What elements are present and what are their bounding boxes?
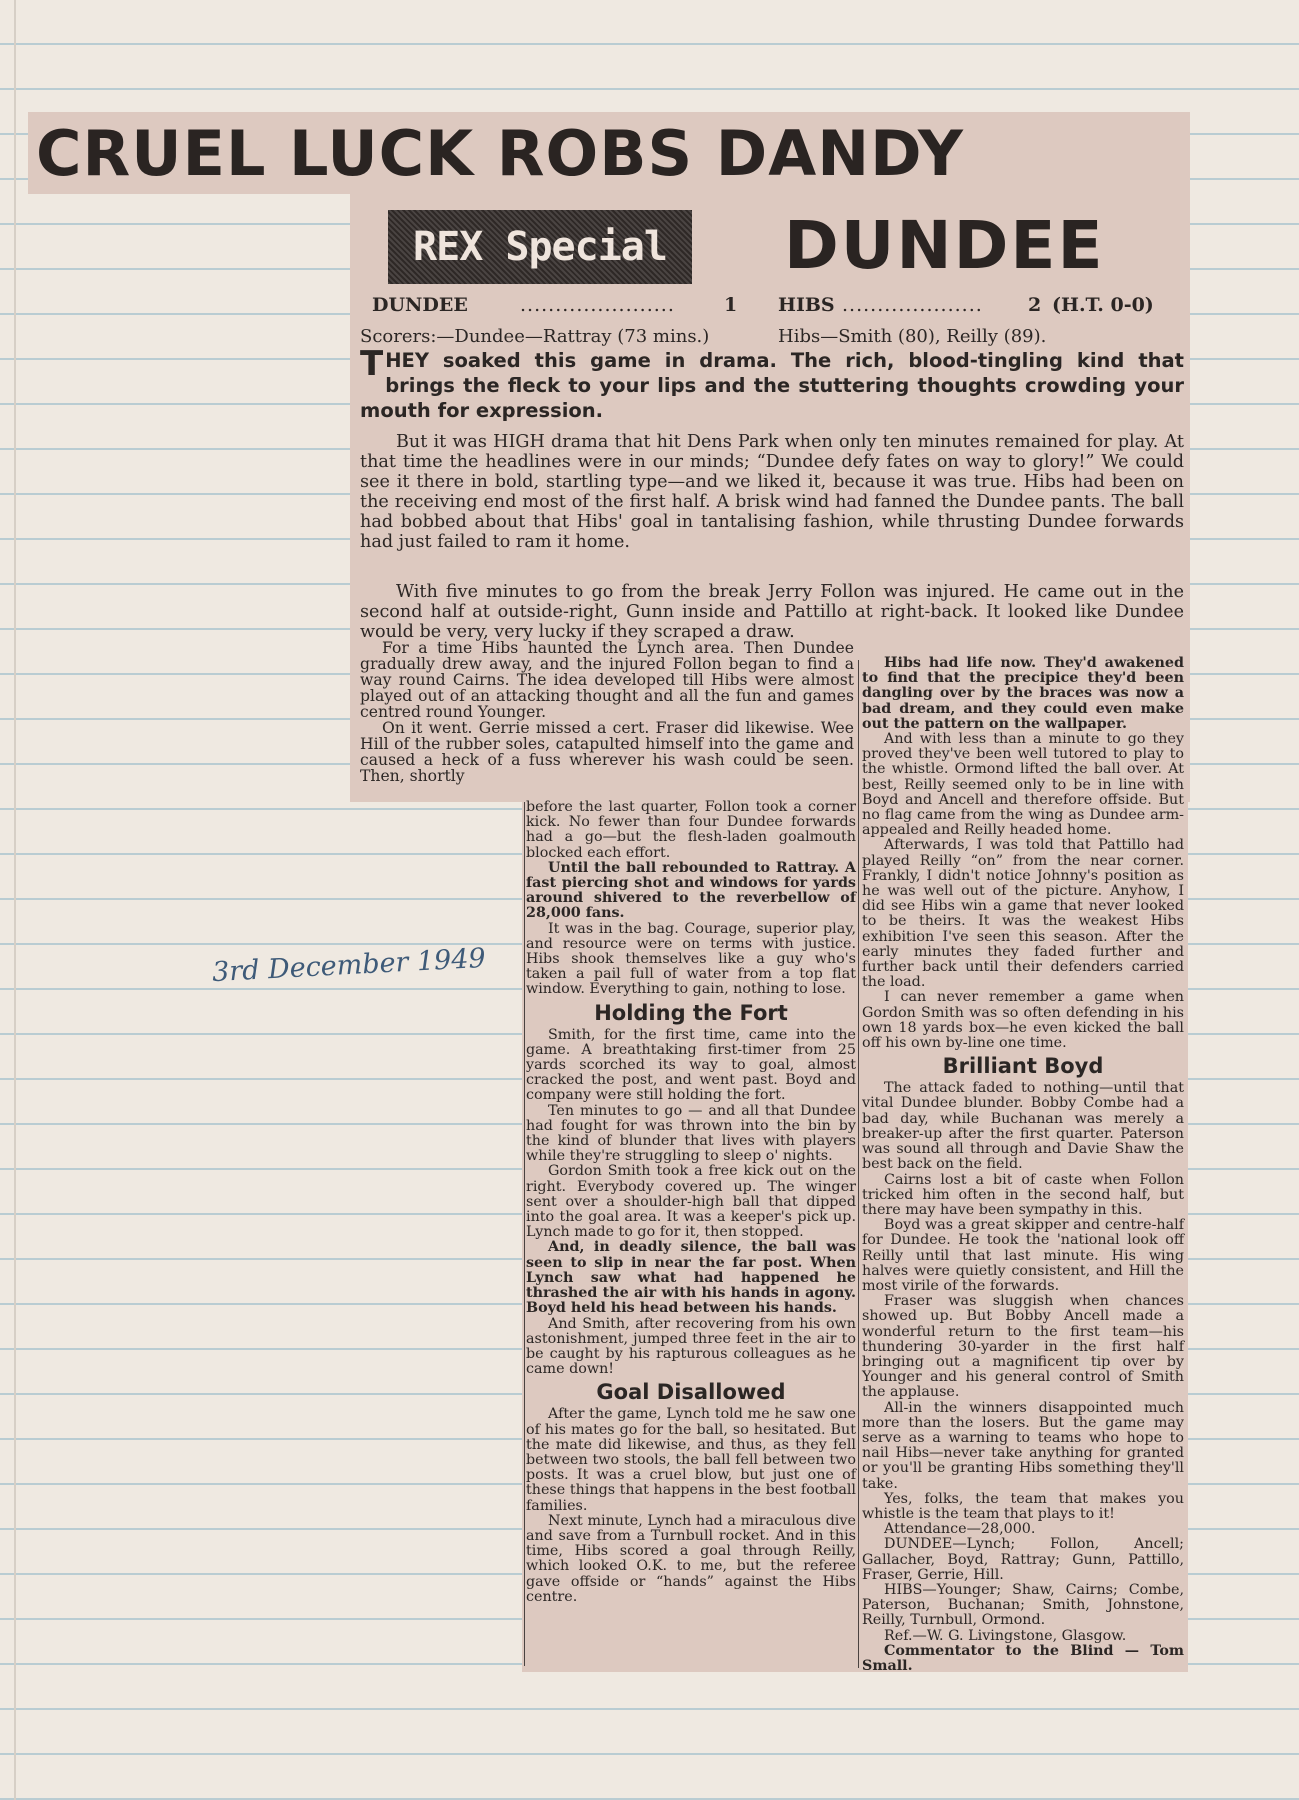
mid-paragraph-4: Smith, for the first time, came into the game. A breathtaking first-timer from 25 yards scorched its way to goal, almost cracked the post, and went past. Boyd and company were still holding the fort.	[526, 1026, 856, 1104]
left-paragraph-2: On it went. Gerrie missed a cert. Fraser did likewise. Wee Hill of the rubber soles, catapulted himself into the game and caused a heck of a fuss wherever his wash could be seen. Then, shortly	[360, 719, 854, 785]
right-paragraph-6: Cairns lost a bit of caste when Follon tricked him often in the second half, but there may have been sympathy in this.	[862, 1171, 1184, 1218]
score-half-time: (H.T. 0-0)	[1052, 294, 1154, 316]
column-left-top	[360, 640, 854, 784]
score-away-dots: ....................	[842, 294, 983, 316]
score-away-team: HIBS	[778, 294, 835, 316]
column-rule-right	[858, 660, 859, 1668]
column-middle	[526, 800, 856, 1605]
rex-special-badge: REX Special	[388, 210, 692, 284]
subhead-holding-the-fort: Holding the Fort	[594, 1000, 788, 1025]
right-paragraph-4: I can never remember a game when Gordon Smith was so often defending in his own 18 yards box—he even kicked the ball off his own by-line one time.	[862, 989, 1184, 1052]
right-paragraph-9: All-in the winners disappointed much more than the losers. But the game may serve as a warning to teams who hope to nail Hibs—never take anything for granted or you'll be granting Hibs something they'll take.	[862, 1399, 1184, 1492]
score-home-goals: 1	[724, 294, 738, 316]
column-right	[862, 656, 1184, 1674]
subhead-goal-disallowed: Goal Disallowed	[596, 1380, 786, 1405]
right-commentator: Commentator to the Blind — Tom Small.	[862, 1642, 1184, 1674]
headline: CRUEL LUCK ROBS DANDY	[36, 117, 964, 190]
right-paragraph-5: The attack faded to nothing—until that vital Dundee blunder. Bobby Combe had a bad day, while Buchanan was merely a breaker-up after the first quarter. Paterson was sound all through and Davie Shaw the best back on the field.	[862, 1080, 1184, 1173]
subhead-brilliant-boyd: Brilliant Boyd	[942, 1054, 1104, 1079]
headline-tail: DUNDEE	[784, 207, 1105, 284]
left-paragraph-1: For a time Hibs haunted the Lynch area. Then Dundee gradually drew away, and the injured Follon began to find a way round Cairns. The idea developed till Hibs were almost played out of an attacking thought and all the fun and games centred round Younger.	[360, 639, 854, 721]
right-paragraph-8: Fraser was sluggish when chances showed up. But Bobby Ancell made a wonderful return to the first team—his thundering 30-yarder in the first half bringing out a magnificent tip over by Younger and his general control of Smith the applause.	[862, 1293, 1184, 1401]
lead-paragraph	[360, 344, 1184, 423]
right-paragraph-1: Hibs had life now. They'd awakened to find that the precipice they'd been dangling over by the braces was now a bad dream, and they could even make out the pattern on the wallpaper.	[862, 655, 1184, 732]
right-paragraph-2: And with less than a minute to go they proved they've been well tutored to play to the whistle. Ormond lifted the ball over. At best, Reilly seemed only to be in line with Boyd and Ancell and therefore offside. But no flag came from the wing as Dundee arm-appealed and Reilly headed home.	[862, 731, 1184, 839]
right-referee: Ref.—W. G. Livingstone, Glasgow.	[884, 1627, 1127, 1644]
column-rule-mid	[524, 802, 525, 1666]
body-paragraph-2: With five minutes to go from the break Jerry Follon was injured. He came out in the second half at outside-right, Gunn inside and Pattillo at right-back. It looked like Dundee would be very, very lucky if they scraped a draw.	[360, 582, 1184, 642]
score-away-goals: 2	[1028, 294, 1042, 316]
score-home-dots: ......................	[520, 294, 675, 316]
right-attendance: Attendance—28,000.	[884, 1521, 1036, 1538]
right-dundee-lineup: DUNDEE—Lynch; Follon, Ancell; Gallacher, Boyd, Rattray; Gunn, Pattillo, Fraser, Gerrie, Hill.	[862, 1536, 1184, 1583]
right-paragraph-7: Boyd was a great skipper and centre-half for Dundee. He took the 'national look off Reilly until that last minute. His wing halves were quietly consistent, and Hill the most virile of the forwards.	[862, 1217, 1184, 1294]
score-home-team: DUNDEE	[372, 294, 468, 316]
right-hibs-lineup: HIBS—Younger; Shaw, Cairns; Combe, Paterson, Buchanan; Smith, Johnstone, Reilly, Turnbull, Ormond.	[862, 1581, 1184, 1629]
mid-paragraph-7: And, in deadly silence, the ball was seen to slip in near the far post. When Lynch saw what had happened he thrashed the air with his hands in agony. Boyd held his head between his hands.	[526, 1239, 856, 1317]
mid-paragraph-5: Ten minutes to go — and all that Dundee had fought for was thrown into the bin by the kind of blunder that lives with players while they're struggling to sleep o' nights.	[526, 1102, 856, 1165]
handwritten-date: 3rd December 1949	[211, 942, 487, 989]
notebook-margin-line	[14, 0, 16, 1800]
mid-paragraph-1: before the last quarter, Follon took a corner kick. No fewer than four Dundee forwards had a go—but the flesh-laden goalmouth blocked each effort.	[526, 799, 856, 861]
mid-paragraph-10: Next minute, Lynch had a miraculous dive and save from a Turnbull rocket. And in this time, Hibs scored a goal through Reilly, which looked O.K. to me, but the referee gave offside or “hands” against the Hibs centre.	[526, 1512, 856, 1605]
drop-cap: T	[360, 344, 384, 384]
mid-paragraph-6: Gordon Smith took a free kick out on the right. Everybody covered up. The winger sent over a shoulder-high ball that dipped into the goal area. It was a keeper's pick up. Lynch made to go for it, then stopped.	[526, 1163, 856, 1241]
scorers-line	[360, 326, 1047, 347]
mid-paragraph-2: Until the ball rebounded to Rattray. A fast piercing shot and windows for yards around shivered to the reverbellow of 28,000 fans.	[526, 859, 856, 922]
scorers-dundee: Scorers:—Dundee—Rattray (73 mins.)	[360, 326, 710, 347]
mid-paragraph-3: It was in the bag. Courage, superior play, and resource were on terms with justice. Hibs shook themselves like a guy who's taken a pail full of water from a top flat window. Everything to gain, nothing to lose.	[526, 920, 856, 998]
right-paragraph-10: Yes, folks, the team that makes you whistle is the team that plays to it!	[862, 1490, 1184, 1522]
mid-paragraph-8: And Smith, after recovering from his own astonishment, jumped three feet in the air to be caught by his rapturous colleagues as he came down!	[526, 1315, 856, 1378]
scorers-hibs: Hibs—Smith (80), Reilly (89).	[778, 326, 1047, 347]
lead-text: HEY soaked this game in drama. The rich, blood-tingling kind that brings the fleck to your lips and the stuttering thoughts crowding your mouth for expression.	[360, 349, 1184, 422]
mid-paragraph-9: After the game, Lynch told me he saw one of his mates go for the ball, so hesitated. But the mate did likewise, and thus, as they fell between two stools, the ball fell between two posts. It was a cruel blow, but just one of these things that happens in the best football families.	[526, 1406, 856, 1514]
right-paragraph-3: Afterwards, I was told that Pattillo had played Reilly “on” from the near corner. Frankly, I didn't notice Johnny's position as he was well out of the picture. Anyhow, I did see Hibs win a game that never looked to be theirs. It was the weakest Hibs exhibition I've seen this season. After the early minutes they faded further and further back until their defenders carried the load.	[862, 837, 1184, 991]
body-paragraph-1: But it was HIGH drama that hit Dens Park when only ten minutes remained for play. At that time the headlines were in our minds; “Dundee defy fates on way to glory!” We could see it there in bold, startling type—and we liked it, because it was true. Hibs had been on the receiving end most of the first half. A brisk wind had fanned the Dundee pants. The ball had bobbed about that Hibs' goal in tantalising fashion, while thrusting Dundee forwards had just failed to ram it home.	[360, 432, 1184, 552]
